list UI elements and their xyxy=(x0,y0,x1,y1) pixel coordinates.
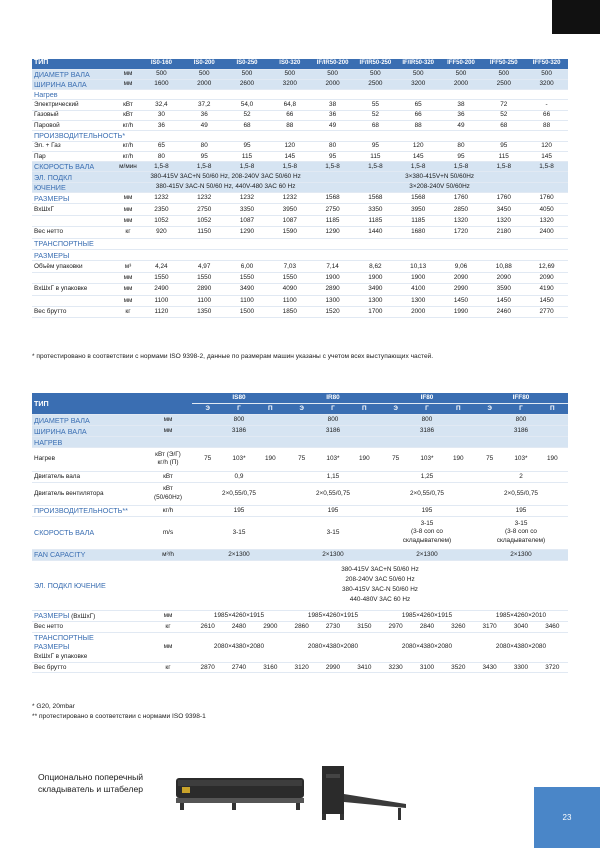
speed-row: СКОРОСТЬ ВАЛА m/s 3-15 3-15 3-15 (3-8 con co складывателем) 3-15 (3-8 con co складывателем) xyxy=(32,516,568,549)
model-header: IS0-200 xyxy=(183,59,226,69)
heating-section-row: НАГРЕВ xyxy=(32,437,568,448)
heating-row: Нагрев кВт (Э/Г) кг/h (П) 75 103* 190 75 103* 190 75 103* 190 75 103* 190 xyxy=(32,447,568,471)
table1-row: СКОРОСТЬ ВАЛА м/мин 1,5-8 1,5-8 1,5-8 1,5-8 1,5-8 1,5-8 1,5-8 1,5-8 1,5-8 1,5-8 xyxy=(32,162,568,172)
spec-table-50 xyxy=(32,59,568,318)
sub-header: П xyxy=(255,404,286,415)
gross-weight-row: Вес брутто кг 1120 1350 1500 1850 1520 1700 2000 1990 2460 2770 xyxy=(32,306,568,317)
model-header: IFF50-320 xyxy=(525,59,568,69)
dims-row: РАЗМЕРЫ (ВхШхГ) мм 1985×4260×1915 1985×4260×1915 1985×4260×1915 1985×4260×2010 xyxy=(32,610,568,621)
sub-header: Э xyxy=(380,404,411,415)
options-caption: Опционально поперечный складыватель и штабелер xyxy=(38,772,144,795)
gross-weight-row: Вес брутто кг 2870 2740 3160 3120 2990 3410 3230 3100 3520 3430 3300 3720 xyxy=(32,662,568,673)
type-header: ТИП xyxy=(32,59,116,69)
table1-row: Эл. + Газ кг/h 65 80 95 120 80 95 120 80 95 120 xyxy=(32,141,568,151)
sub-header: Э xyxy=(192,404,223,415)
model-header: IFF50-250 xyxy=(482,59,525,69)
model-header: IS80 xyxy=(192,393,286,404)
model-header: IF/IR50-320 xyxy=(397,59,440,69)
net-weight-row: Вес нетто кг 2610 2480 2900 2860 2730 3150 2970 2840 3260 3170 3040 3460 xyxy=(32,621,568,632)
fan-capacity-row: FAN CAPACITY м³/h 2×1300 2×1300 2×1300 2×1300 xyxy=(32,549,568,560)
sub-header: Э xyxy=(286,404,317,415)
sub-header: Г xyxy=(317,404,348,415)
ironer-machine-image xyxy=(172,772,308,812)
page-number: 23 xyxy=(534,787,600,848)
transport-row: ТРАНСПОРТНЫЕ РАЗМЕРЫ ВхШхГ в упаковке мм 2080×4380×2080 2080×4380×2080 2080×4380×2080 2080×4380×2080 xyxy=(32,632,568,662)
model-header xyxy=(116,59,140,69)
model-header: IFF80 xyxy=(474,393,568,404)
sub-header: Г xyxy=(505,404,536,415)
table2-header xyxy=(32,393,568,404)
model-header: IS0-160 xyxy=(140,59,183,69)
spec-table-80 xyxy=(32,393,568,673)
diameter-row: ДИАМЕТР ВАЛА мм 800 800 800 800 xyxy=(32,415,568,426)
capacity-row: ПРОИЗВОДИТЕЛЬНОСТЬ** кг/h 195 195 195 195 xyxy=(32,505,568,516)
table1-row: Паровой кг/h 36 49 68 88 49 68 88 49 68 88 xyxy=(32,120,568,130)
width-row: ШИРИНА ВАЛА мм 3186 3186 3186 3186 xyxy=(32,426,568,437)
power-row: ЮЧЕНИЕ 380-415V 3AC-N 50/60 Hz, 440V-480 3AC 60 Hz 3×208-240V 50/60Hz xyxy=(32,182,568,192)
transport-row: ТРАНСПОРТНЫЕ xyxy=(32,238,568,249)
volume-row: Объём упаковки м³ 4,24 4,97 6,00 7,03 7,14 8,62 10,13 9,06 10,88 12,69 xyxy=(32,261,568,272)
sub-header: Г xyxy=(411,404,442,415)
table1-header xyxy=(32,59,568,69)
table1-row: Пар кг/h 80 95 115 145 95 115 145 95 115 145 xyxy=(32,151,568,161)
sub-header: Э xyxy=(474,404,505,415)
model-header: IF/IR50-250 xyxy=(354,59,397,69)
table1-row: ДИАМЕТР ВАЛА мм 500 500 500 500 500 500 500 500 500 500 xyxy=(32,69,568,79)
dims-row: ВхШхГ мм 2350 2750 3350 3950 2750 3350 3950 2850 3450 4050 xyxy=(32,204,568,215)
table1-row: Нагрев xyxy=(32,90,568,100)
pack-dims-row: мм 1100 1100 1100 1100 1300 1300 1300 1450 1450 1450 xyxy=(32,295,568,306)
model-header: IFF50-200 xyxy=(440,59,483,69)
table1-row: ШИРИНА ВАЛА мм 1600 2000 2600 3200 2000 2500 3200 2000 2500 3200 xyxy=(32,79,568,89)
table1-footnote: * протестировано в соответствии с нормами ISO 9398-2, данные по размерам машин указаны с учетом всех выступающих частей. xyxy=(32,353,434,360)
sub-header: П xyxy=(349,404,380,415)
table2-footnote-2: ** протестировано в соответствии с нормами ISO 9398-1 xyxy=(32,713,206,720)
power-row: ЭЛ. ПОДКЛ 380-415V 3AC+N 50/60 Hz, 208-240V 3AC 50/60 Hz 3×380-415V+N 50/60Hz xyxy=(32,172,568,182)
drive-row: Двигатель вала кВт 0,9 1,15 1,25 2 xyxy=(32,471,568,482)
pack-dims-row: мм 1550 1550 1550 1550 1900 1900 1900 2090 2090 2090 xyxy=(32,272,568,283)
sub-header: П xyxy=(537,404,568,415)
table1-row: ПРОИЗВОДИТЕЛЬНОСТЬ* xyxy=(32,131,568,141)
sub-header: Г xyxy=(223,404,254,415)
fan-row: Двигатель вентилятора кВт (50/60Hz) 2×0,55/0,75 2×0,55/0,75 2×0,55/0,75 2×0,55/0,75 xyxy=(32,482,568,505)
folder-stacker-image xyxy=(318,764,410,822)
transport-row: РАЗМЕРЫ xyxy=(32,250,568,261)
model-header: IF80 xyxy=(380,393,474,404)
dims-row: мм 1052 1052 1087 1087 1185 1185 1185 1320 1320 1320 xyxy=(32,215,568,226)
power-row: ЭЛ. ПОДКЛ ЮЧЕНИЕ 380-415V 3AC+N 50/60 Hz 208-240V 3AC 50/60 Hz 380-415V 3AC-N 50/60 Hz 440-480V 3AC 60 Hz xyxy=(32,560,568,610)
corner-mark xyxy=(552,0,600,34)
type-header: ТИП xyxy=(32,393,144,415)
model-header: IF/IR50-200 xyxy=(311,59,354,69)
model-header: IS0-250 xyxy=(226,59,269,69)
dims-row: РАЗМЕРЫ мм 1232 1232 1232 1232 1568 1568 1568 1760 1760 1760 xyxy=(32,193,568,204)
net-weight-row: Вес нетто кг 920 1150 1290 1590 1290 1440 1680 1720 2180 2400 xyxy=(32,227,568,238)
table1-row: Электрический кВт 32,4 37,2 54,0 64,8 38 55 65 38 72 - xyxy=(32,100,568,110)
pack-dims-row: ВхШхГ в упаковке мм 2490 2890 3490 4090 2890 3490 4100 2990 3590 4190 xyxy=(32,284,568,295)
model-header: IS0-320 xyxy=(268,59,311,69)
model-header: IR80 xyxy=(286,393,380,404)
table1-row: Газовый кВт 30 36 52 66 36 52 66 36 52 66 xyxy=(32,110,568,120)
table2-footnote-1: * G20, 20mbar xyxy=(32,703,75,710)
sub-header: П xyxy=(443,404,474,415)
